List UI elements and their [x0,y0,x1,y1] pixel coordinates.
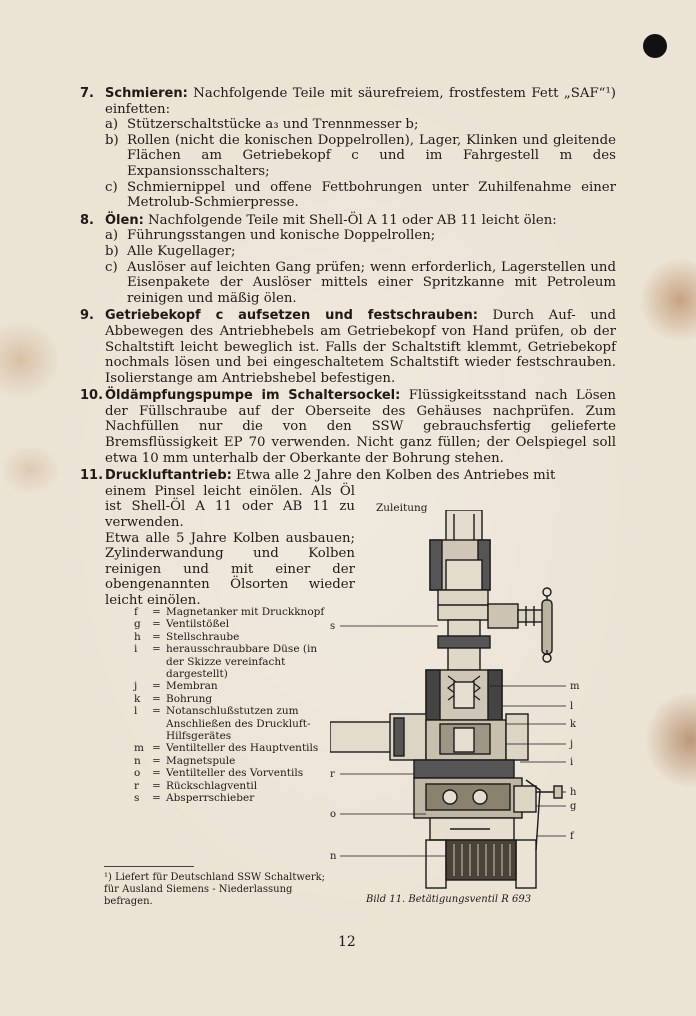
callout-s: s [330,621,336,632]
list-item [105,180,616,211]
legend-text: herausschraubbare Düse (in der Skizze vereinfacht dargestellt) [166,643,318,681]
legend-text: Membran [166,680,218,693]
figure-caption: Bild 11. Betätigungsventil R 693 [366,894,532,905]
legend-text: Notanschlußstutzen zum Anschließen des Druckluft-Hilfsgerätes [166,705,311,743]
list-item [105,228,616,244]
callout-j: j [570,739,574,750]
callout-n: n [330,851,337,862]
legend-item [132,767,332,779]
legend-text: Stellschraube [166,630,240,643]
legend-eq: = [152,742,161,755]
legend-item [132,742,332,754]
section-heading: Ölen: [105,212,144,228]
legend-key: r [134,779,140,792]
section-7 [80,86,616,211]
legend-key: o [134,767,141,780]
legend-key: k [134,692,141,705]
callout-h: h [570,787,577,798]
callout-m: m [570,681,580,692]
legend-text: Absperrschieber [166,792,255,805]
item-text: Alle Kugellager; [127,243,236,259]
legend-eq: = [152,754,161,767]
section-body1: einem Pinsel leicht einölen. Als Öl ist Shell-Öl A 11 oder AB 11 zu verwenden. [105,483,355,531]
section-number: 9. [80,308,94,324]
valve-drawing [330,510,580,892]
legend-eq: = [152,643,161,656]
footnote-rule [104,866,194,867]
item-letter: a) [105,228,119,244]
legend-item [132,693,332,705]
legend-key: n [134,754,141,767]
callout-r: r [330,769,335,780]
legend-key: h [134,630,141,643]
legend-text: Rückschlagventil [166,779,258,792]
legend-text: Magnetanker mit Druckknopf [166,606,325,618]
callout-g: g [570,801,577,812]
legend-key: i [134,643,138,656]
item-letter: c) [105,179,118,195]
callout-o: o [330,809,337,820]
legend-eq: = [152,630,161,643]
item-text: Schmiernippel und offene Fettbohrungen unter Zuhilfenahme einer Metrolub-Schmierpresse. [127,179,616,211]
section-body: Flüssigkeitsstand nach Lösen der Füllschraube auf der Oberseite des Gehäuses nachprüfen. Zum Nachfüllen nur die von den SSW gebrauchsfertig gelieferte Bremsflüssigkeit EP 70 verwenden. Nicht ganz füllen; der Oelspiegel soll etwa 10 mm unterhalb der Oberkante der Bohrung stehen. [105,388,616,466]
item-text: Rollen (nicht die konischen Doppelrollen), Lager, Klinken und gleitende Flächen am Getriebekopf c und im Fahrgestell m des Expansionsschalters; [127,132,616,179]
item-text: Stützerschaltstücke a₃ und Trennmesser b; [127,117,419,133]
figure-legend [132,606,332,805]
legend-text: Magnetspule [166,754,236,767]
legend-eq: = [152,618,161,631]
item-text: Führungsstangen und konische Doppelrollen; [127,228,436,244]
section-heading: Schmieren: [105,86,188,101]
section-line1: Etwa alle 2 Jahre den Kolben des Antriebes mit [231,468,556,484]
legend-key: j [134,680,138,693]
section-9 [80,308,616,386]
legend-item [132,792,332,804]
legend-key: s [134,792,140,805]
legend-item [132,780,332,792]
section-number: 11. [80,468,104,484]
list-item [105,244,616,260]
section-body2: Etwa alle 5 Jahre Kolben ausbauen; Zylinderwandung und Kolben reinigen und mit einer der obengenannten Ölsorten wieder leicht einölen. [105,530,355,608]
item-letter: b) [105,132,119,148]
legend-text: Bohrung [166,692,213,705]
legend-eq: = [152,692,161,705]
footnote: ¹) Liefert für Deutschland SSW Schaltwerk; für Ausland Siemens - Niederlassung befragen. [104,872,326,907]
list-item [105,117,616,133]
section-8 [80,213,616,307]
section-intro: Nachfolgende Teile mit Shell-Öl A 11 oder AB 11 leicht ölen: [143,212,557,228]
legend-text: Ventilteller des Hauptventils [166,742,319,755]
figure-top-label: Zuleitung [376,502,428,514]
page-number: 12 [338,934,356,950]
legend-item [132,631,332,643]
section-number: 8. [80,212,94,228]
legend-text: Ventilstößel [166,618,230,631]
callout-k: k [570,719,577,730]
legend-item [132,618,332,630]
legend-item [132,705,332,742]
punch-hole [643,34,667,58]
list-item [105,260,616,307]
legend-eq: = [152,680,161,693]
item-letter: c) [105,259,118,275]
legend-eq: = [152,779,161,792]
legend-item [132,643,332,680]
legend-item [132,680,332,692]
legend-eq: = [152,792,161,805]
item-text: Auslöser auf leichten Gang prüfen; wenn erforderlich, Lagerstellen und Eisenpakete der Auslöser mittels einer Spritzkanne mit Petroleum reinigen und mäßig ölen. [127,259,616,306]
legend-eq: = [152,767,161,780]
section-heading: Getriebekopf c aufsetzen und festschrauben: [105,308,478,324]
legend-eq: = [152,606,161,618]
section-body: Durch Auf- und Abbewegen des Antriebhebels am Getriebekopf von Hand prüfen, ob der Schaltstift leicht beweglich ist. Falls der Schaltstift klemmt, Getriebekopf nochmals lösen und bei eingeschaltetem Schaltstift wieder festschrauben. Isolierstange am Antriebshebel befestigen. [105,308,616,386]
section-number: 10. [80,388,104,404]
legend-item [132,606,332,618]
section-intro: Nachfolgende Teile mit säurefreiem, frostfestem Fett „SAF“¹) einfetten: [105,86,616,117]
legend-text: Ventilteller des Vorventils [166,767,304,780]
section-number: 7. [80,86,94,101]
legend-key: f [134,606,138,618]
legend-item [132,755,332,767]
item-letter: a) [105,117,119,133]
callout-i: i [570,757,574,768]
callout-f: f [570,831,574,842]
section-10 [80,388,616,466]
item-letter: b) [105,243,119,259]
legend-key: m [134,742,144,755]
legend-eq: = [152,705,161,718]
list-item [105,133,616,180]
legend-key: g [134,618,141,631]
section-heading: Öldämpfungspumpe im Schaltersockel: [105,388,401,404]
section-heading: Druckluftantrieb: [105,468,232,484]
callout-l: l [570,701,574,712]
legend-key: l [134,705,138,718]
